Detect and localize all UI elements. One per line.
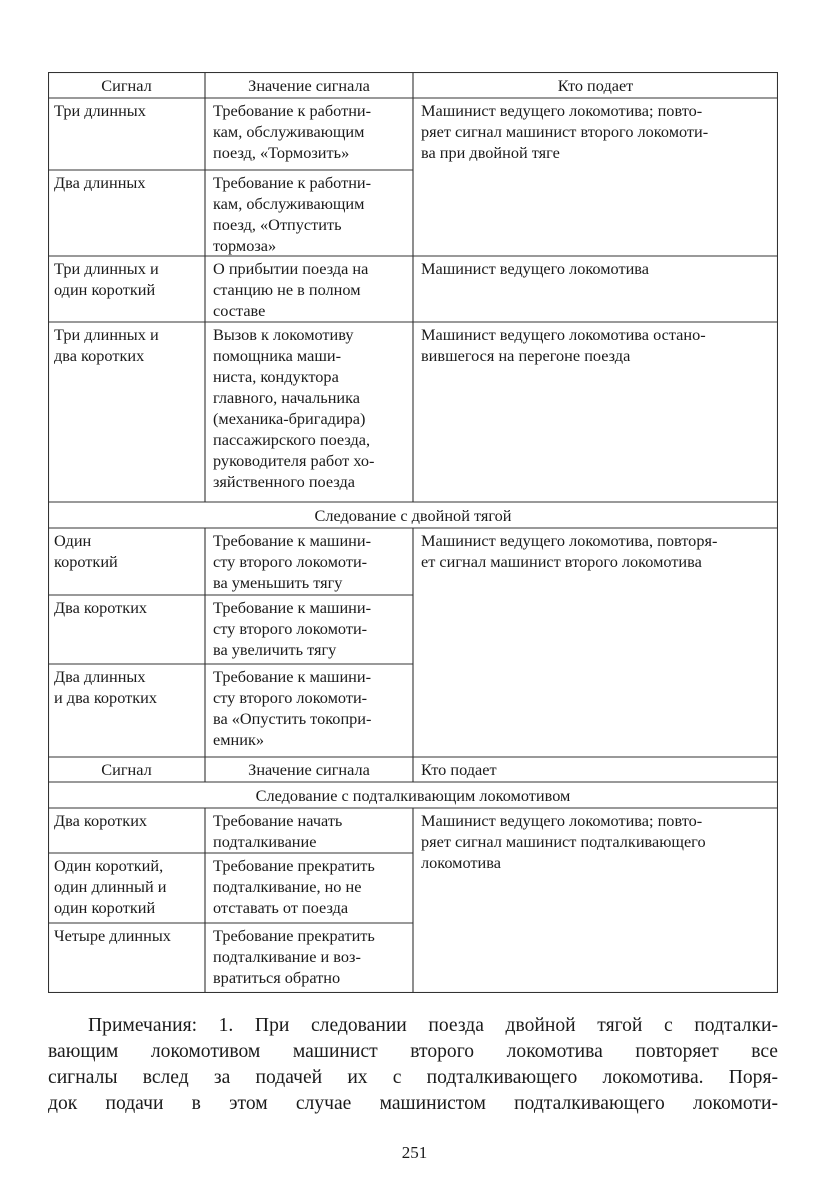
cell-line: ниста, кондуктора [213, 367, 339, 386]
repeat-header-who [421, 759, 775, 780]
cell-line: Три длинных и [54, 259, 159, 278]
cell-line: вившегося на перегоне поезда [421, 346, 631, 365]
cell-line: емник» [213, 730, 265, 749]
cell-line: локомотива [421, 853, 501, 872]
note-line: вающим локомотивом машинист второго локомотива повторяет все [48, 1041, 778, 1062]
signal-cell [54, 925, 202, 946]
cell-line: Значение сигнала [248, 76, 370, 95]
cell-line: сту второго локомоти- [213, 619, 368, 638]
cell-line: О прибытии поезда на [213, 259, 369, 278]
cell-line: Машинист ведущего локомотива остано- [421, 325, 706, 344]
cell-line: Кто подает [421, 760, 497, 779]
cell-line: сту второго локомоти- [213, 552, 368, 571]
note-line: сигналы вслед за подачей их с подталкивающего локомотива. Поря- [48, 1067, 778, 1088]
meaning-cell [213, 597, 409, 660]
repeat-header-signal [48, 759, 205, 780]
meaning-cell [213, 925, 409, 988]
header-who [413, 75, 778, 96]
signal-cell [54, 172, 202, 193]
cell-line: Требование прекратить [213, 856, 375, 875]
cell-line: Машинист ведущего локомотива, повторя- [421, 531, 718, 550]
signal-cell [54, 597, 202, 618]
meaning-cell [213, 258, 409, 321]
cell-line: Сигнал [101, 76, 152, 95]
repeat-header-meaning [205, 759, 413, 780]
who-cell [421, 810, 775, 873]
cell-line: Требование к машини- [213, 531, 372, 550]
cell-line: ва уменьшить тягу [213, 573, 343, 592]
cell-line: Требование к работни- [213, 173, 372, 192]
who-cell [421, 100, 775, 163]
signals-table [48, 72, 778, 993]
meaning-cell [213, 530, 409, 593]
signal-cell [54, 810, 202, 831]
cell-line: ва увеличить тягу [213, 640, 337, 659]
cell-line: Два коротких [54, 598, 148, 617]
cell-line: Кто подает [557, 76, 634, 95]
cell-line: поезд, «Тормозить» [213, 143, 350, 162]
cell-line: и два коротких [54, 688, 158, 707]
cell-line: Машинист ведущего локомотива; повто- [421, 101, 703, 120]
cell-line: зяйственного поезда [213, 472, 355, 491]
cell-line: подталкивание [213, 832, 317, 851]
header-meaning [205, 75, 413, 96]
cell-line: Вызов к локомотиву [213, 325, 354, 344]
cell-line: Следование с подталкивающим локомотивом [255, 786, 571, 805]
meaning-cell [213, 810, 409, 852]
cell-line: Требование прекратить [213, 926, 375, 945]
cell-line: сту второго локомоти- [213, 688, 368, 707]
cell-line: Один короткий, [54, 856, 164, 875]
note-line: док подачи в этом случае машинистом подталкивающего локомоти- [48, 1093, 778, 1114]
cell-line: один короткий [54, 280, 156, 299]
cell-line: Сигнал [101, 760, 152, 779]
cell-line: подталкивание, но не [213, 877, 362, 896]
cell-line: ряет сигнал машинист подталкивающего [421, 832, 706, 851]
cell-line: кам, обслуживающим [213, 194, 365, 213]
cell-line: (механика-бригадира) [213, 409, 366, 428]
who-cell [421, 324, 775, 366]
page-number: 251 [401, 1143, 428, 1162]
cell-line: один короткий [54, 898, 156, 917]
cell-line: Требование к машини- [213, 598, 372, 617]
cell-line: Машинист ведущего локомотива; повто- [421, 811, 703, 830]
cell-line: ва «Опустить токопри- [213, 709, 372, 728]
cell-line: Машинист ведущего локомотива [421, 259, 649, 278]
signal-cell [54, 855, 202, 918]
cell-line: главного, начальника [213, 388, 361, 407]
cell-line: Два коротких [54, 811, 148, 830]
cell-line: Четыре длинных [54, 926, 171, 945]
cell-line: поезд, «Отпустить [213, 215, 342, 234]
cell-line: ряет сигнал машинист второго локомоти- [421, 122, 709, 141]
cell-line: короткий [54, 552, 118, 571]
cell-line: вратиться обратно [213, 968, 341, 987]
section-title-double-traction [48, 505, 778, 526]
cell-line: составе [213, 301, 266, 320]
cell-line: Два длинных [54, 173, 146, 192]
cell-line: Два длинных [54, 667, 146, 686]
cell-line: руководителя работ хо- [213, 451, 375, 470]
signal-cell [54, 100, 202, 121]
cell-line: пассажирского поезда, [213, 430, 371, 449]
section-title-pusher [48, 785, 778, 806]
signal-cell [54, 666, 202, 708]
who-cell [421, 258, 775, 279]
cell-line: тормоза» [213, 236, 277, 255]
cell-line: отставать от поезда [213, 898, 349, 917]
note-line: Примечания: 1. При следовании поезда двойной тягой с подталки- [88, 1015, 778, 1036]
meaning-cell [213, 855, 409, 918]
cell-line: станцию не в полном [213, 280, 361, 299]
cell-line: Требование к работни- [213, 101, 372, 120]
signal-cell [54, 530, 202, 572]
cell-line: Требование к машини- [213, 667, 372, 686]
meaning-cell [213, 100, 409, 163]
cell-line: Три длинных и [54, 325, 159, 344]
cell-line: один длинный и [54, 877, 167, 896]
cell-line: Три длинных [54, 101, 146, 120]
meaning-cell [213, 324, 409, 492]
cell-line: ва при двойной тяге [421, 143, 560, 162]
cell-line: помощника маши- [213, 346, 341, 365]
cell-line: два коротких [54, 346, 145, 365]
cell-line: Требование начать [213, 811, 343, 830]
cell-line: Следование с двойной тягой [314, 506, 512, 525]
cell-line: кам, обслуживающим [213, 122, 365, 141]
who-cell [421, 530, 775, 572]
meaning-cell [213, 666, 409, 750]
cell-line: Значение сигнала [248, 760, 370, 779]
signal-cell [54, 324, 202, 366]
cell-line: Один [54, 531, 92, 550]
signal-cell [54, 258, 202, 300]
meaning-cell [213, 172, 409, 256]
header-signal [48, 75, 205, 96]
cell-line: подталкивание и воз- [213, 947, 361, 966]
cell-line: ет сигнал машинист второго локомотива [421, 552, 702, 571]
